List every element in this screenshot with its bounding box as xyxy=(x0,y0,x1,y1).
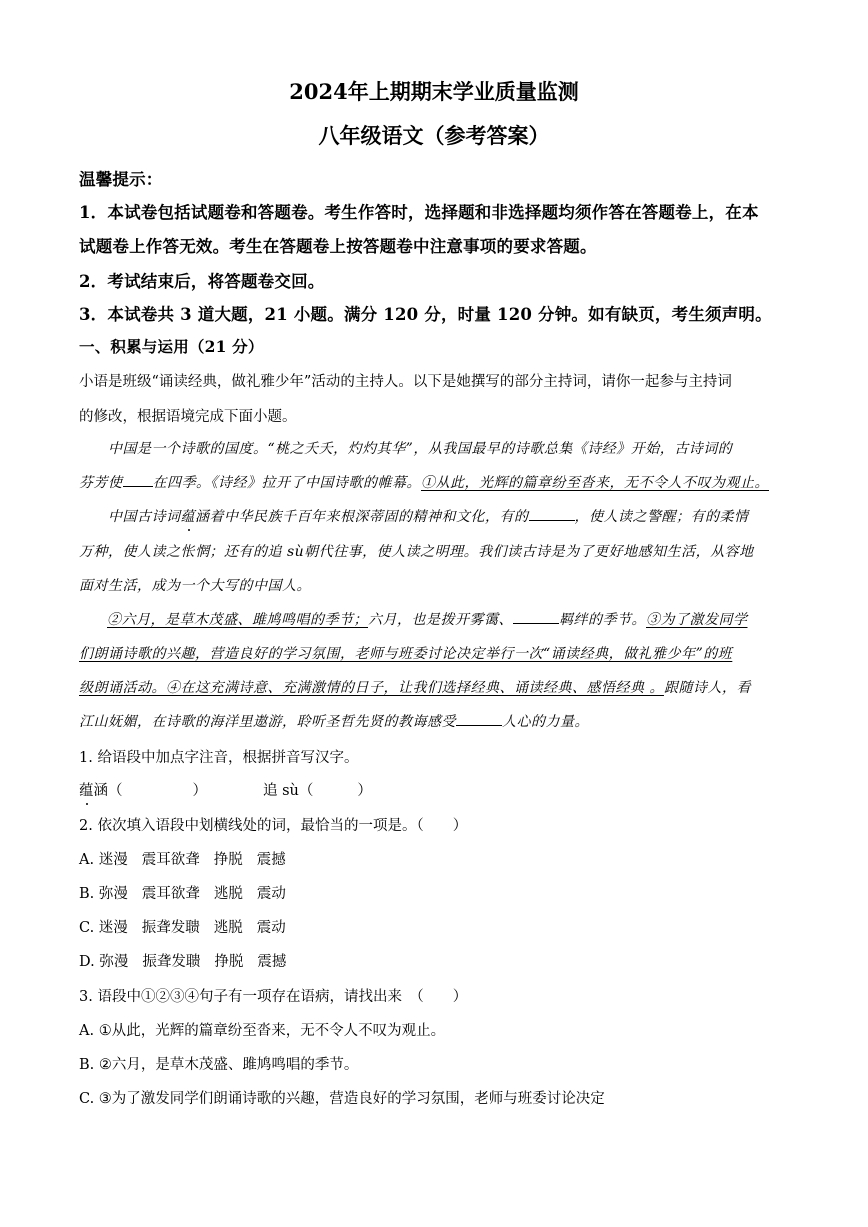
option-word: 震撼 xyxy=(256,852,286,868)
passage-text: 中国古诗词 xyxy=(108,509,181,525)
option-word: 震耳欲聋 xyxy=(141,886,200,902)
section-1-heading: 一、积累与运用（21 分） xyxy=(79,337,264,356)
option-word: 振聋发聩 xyxy=(141,920,200,936)
notice-item-1-line-1: 1．本试卷包括试题卷和答题卷。考生作答时，选择题和非选择题均须作答在答题卷上，在本 xyxy=(79,203,759,222)
notice-item-1-line-2: 试题卷上作答无效。考生在答题卷上按答题卷中注意事项的要求答题。 xyxy=(79,237,597,256)
option-label: B. 弥漫 xyxy=(79,886,128,902)
passage-text: 六月，也是拨开雾霭、 xyxy=(368,612,513,628)
notice-item-2: 2．考试结束后，将答题卷交回。 xyxy=(79,272,325,291)
question-2-option-c xyxy=(79,916,300,937)
passage-p1-line-2 xyxy=(79,472,769,492)
section-1-intro-line-1: 小语是班级“诵读经典，做礼雅少年”活动的主持人。以下是她撰写的部分主持词，请你一起参与主持词 xyxy=(79,374,732,390)
passage-p2-line-2: 万种，使人读之怅惘；还有的追 sù朝代往事，使人读之明理。我们读古诗是为了更好地感知生活，从容地 xyxy=(79,544,754,560)
option-label: D. 弥漫 xyxy=(79,954,129,970)
option-word: 逃脱 xyxy=(213,886,243,902)
question-2-option-d xyxy=(79,950,300,971)
passage-p3-line-1 xyxy=(79,609,748,629)
passage-text: 江山妩媚，在诗歌的海洋里遨游，聆听圣哲先贤的教诲感受 xyxy=(79,714,456,730)
question-2-option-a xyxy=(79,848,300,869)
passage-p3-line-4 xyxy=(79,711,589,731)
passage-p3-line-2: 们朗诵诗歌的兴趣，营造良好的学习氛围，老师与班委讨论决定举行一次“诵读经典，做礼雅少年”的班 xyxy=(79,646,733,662)
question-2-stem: 2. 依次填入语段中划横线处的词，最恰当的一项是。（ ） xyxy=(79,818,468,834)
passage-p1-line-1: 中国是一个诗歌的国度。“桃之夭夭，灼灼其华”，从我国最早的诗歌总集《诗经》开始，古诗词的 xyxy=(108,441,733,457)
section-1-intro-line-2: 的修改，根据语境完成下面小题。 xyxy=(79,409,297,425)
question-1-item-1: 涵（ xyxy=(93,783,123,799)
passage-text: 人心的力量。 xyxy=(502,714,589,730)
notice-heading: 温馨提示： xyxy=(79,170,163,189)
option-word: 震动 xyxy=(256,920,286,936)
passage-p2-line-3: 面对生活，成为一个大写的中国人。 xyxy=(79,578,311,594)
question-1-items xyxy=(79,779,372,800)
passage-text: ，使人读之警醒；有的柔情 xyxy=(574,509,749,525)
option-word: 震撼 xyxy=(257,954,287,970)
exam-title: 2024年上期期末学业质量监测 xyxy=(289,79,579,104)
option-label: A. 迷漫 xyxy=(79,852,128,868)
fill-blank-2 xyxy=(529,519,575,521)
option-word: 振聋发聩 xyxy=(142,954,201,970)
option-word: 挣脱 xyxy=(213,852,243,868)
sentence-3-start: ③为了激发同学 xyxy=(646,612,748,628)
passage-p2-line-1 xyxy=(108,506,749,526)
question-3-option-b: B. ②六月，是草木茂盛、雎鸠鸣唱的季节。 xyxy=(79,1057,359,1073)
option-word: 震动 xyxy=(256,886,286,902)
sentence-2: ②六月，是草木茂盛、雎鸠鸣唱的季节； xyxy=(107,612,368,628)
fill-blank-1 xyxy=(123,485,153,487)
fill-blank-4 xyxy=(456,724,502,726)
dotted-char: 蕴 xyxy=(79,783,94,799)
option-word: 震耳欲聋 xyxy=(141,852,200,868)
question-1-item-2: 追 sù（ xyxy=(263,783,314,799)
question-3-option-a: A. ①从此，光辉的篇章纷至沓来，无不令人不叹为观止。 xyxy=(79,1023,446,1039)
question-1-item-1-close: ） xyxy=(192,783,207,799)
sentence-4: 级朗诵活动。④在这充满诗意、充满激情的日子，让我们选择经典、诵读经典、感悟经典 。 xyxy=(79,680,664,696)
passage-text: 在四季。《诗经》拉开了中国诗歌的帷幕。 xyxy=(152,475,421,491)
passage-p3-line-3 xyxy=(79,677,751,697)
passage-text: 涵着中华民族千百年来根深蒂固的精神和文化，有的 xyxy=(195,509,529,525)
option-label: C. 迷漫 xyxy=(79,920,128,936)
question-1-item-2-close: ） xyxy=(357,783,372,799)
question-3-stem: 3. 语段中①②③④句子有一项存在语病，请找出来 （ ） xyxy=(79,989,468,1005)
option-word: 挣脱 xyxy=(214,954,244,970)
passage-text: 芬芳使 xyxy=(79,475,123,491)
sentence-1: ①从此，光辉的篇章纷至沓来，无不令人不叹为观止。 xyxy=(421,475,769,491)
question-3-option-c: C. ③为了激发同学们朗诵诗歌的兴趣，营造良好的学习氛围，老师与班委讨论决定 xyxy=(79,1091,605,1107)
fill-blank-3 xyxy=(513,622,559,624)
exam-subtitle: 八年级语文（参考答案） xyxy=(318,123,550,148)
passage-text: 羁绊的季节。 xyxy=(559,612,646,628)
option-word: 逃脱 xyxy=(213,920,243,936)
dotted-char: 蕴 xyxy=(180,509,195,525)
question-1-stem: 1. 给语段中加点字注音，根据拼音写汉字。 xyxy=(79,750,359,766)
passage-text: 跟随诗人，看 xyxy=(663,680,751,696)
notice-item-3: 3．本试卷共 3 道大题，21 小题。满分 120 分，时量 120 分钟。如有缺页，考生须声明。 xyxy=(79,305,772,324)
question-2-option-b xyxy=(79,882,300,903)
